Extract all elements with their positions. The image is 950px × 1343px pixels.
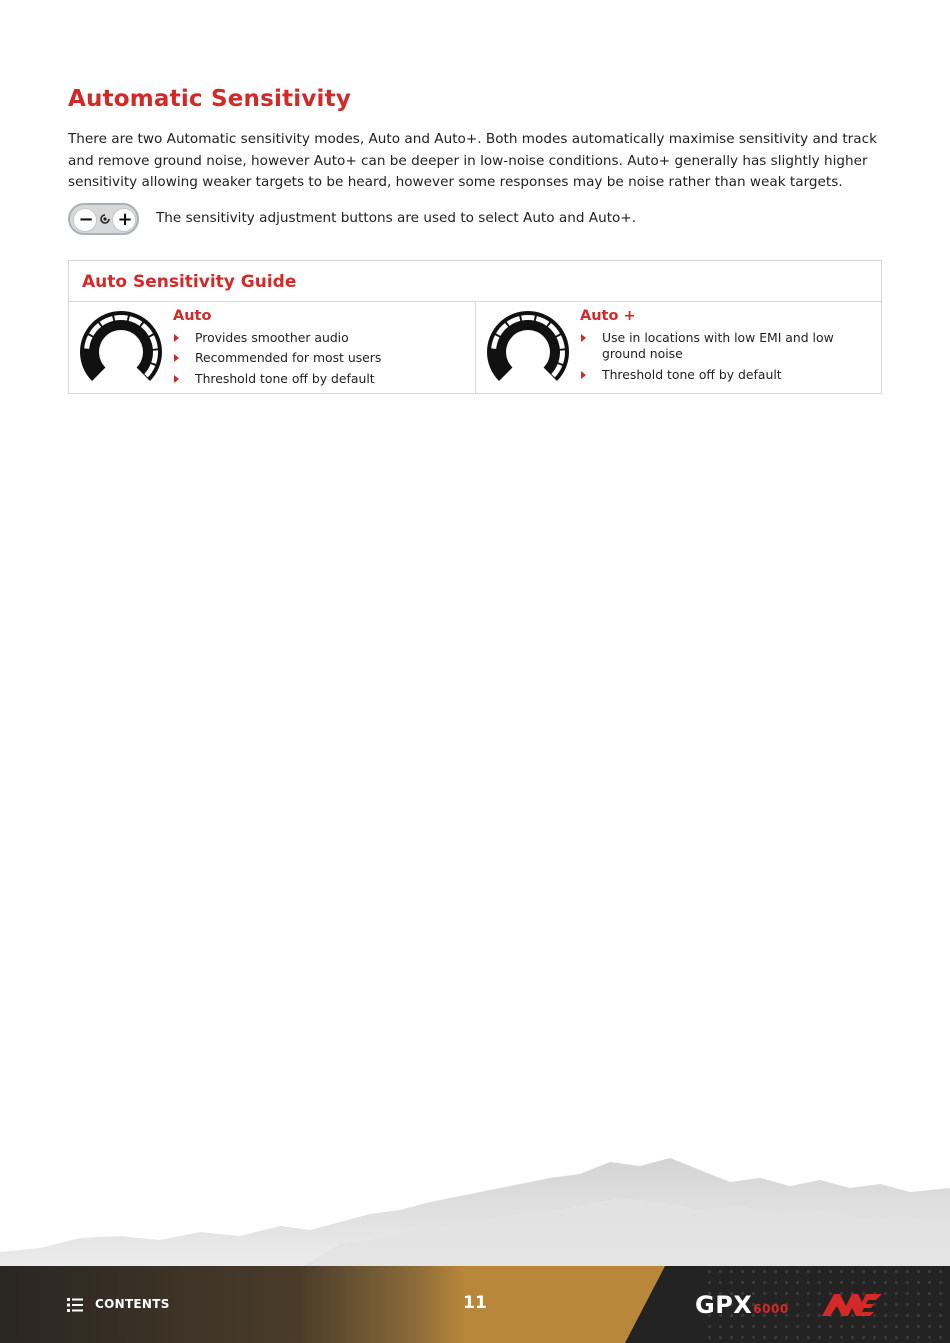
list-item: Use in locations with low EMI and low ground noise: [580, 330, 870, 363]
plus-button: [112, 208, 136, 232]
contents-label: CONTENTS: [95, 1297, 170, 1311]
list-item: Recommended for most users: [173, 350, 463, 366]
guide-header: [69, 261, 881, 302]
list-icon: [67, 1298, 83, 1312]
page-title: Automatic Sensitivity: [68, 86, 352, 112]
brand-model: 6000: [753, 1302, 789, 1316]
sensitivity-icon: [100, 214, 110, 224]
bullet-arrow-icon: [174, 375, 179, 383]
mountain-backdrop: [0, 1140, 950, 1268]
mode-bullets: [173, 330, 463, 391]
page-number: 11: [463, 1293, 487, 1313]
minus-icon: −: [78, 209, 94, 230]
mode-title: Auto: [173, 308, 212, 324]
product-brand: [695, 1291, 789, 1319]
sensitivity-buttons-row: [68, 203, 868, 235]
minus-button: [73, 208, 97, 232]
sensitivity-buttons-graphic: [68, 203, 139, 235]
mode-auto-plus: [475, 302, 881, 394]
button-note: The sensitivity adjustment buttons are used to select Auto and Auto+.: [156, 210, 637, 226]
intro-paragraph: There are two Automatic sensitivity modes, Auto and Auto+. Both modes automatically maximise sensitivity and track and remove ground noise, however Auto+ can be deeper in low-noise conditions. Auto+ generally has slightly higher sensitivity allowing weaker targets to be heard, however some responses may be noise rather than weak targets.: [68, 131, 877, 190]
gauge-icon: [77, 310, 165, 388]
page-footer: [0, 1266, 950, 1343]
mode-title: Auto +: [580, 308, 636, 324]
list-item: Threshold tone off by default: [580, 367, 870, 383]
mode-auto: [69, 302, 475, 394]
bullet-arrow-icon: [174, 354, 179, 362]
bullet-arrow-icon: [581, 334, 586, 342]
plus-icon: +: [117, 209, 133, 230]
list-item: Threshold tone off by default: [173, 371, 463, 387]
gauge-segment: [114, 315, 128, 321]
minelab-logo-icon: [822, 1294, 882, 1316]
gauge-segment: [521, 315, 535, 321]
guide-title: Auto Sensitivity Guide: [82, 272, 297, 292]
bullet-arrow-icon: [581, 371, 586, 379]
auto-sensitivity-guide: [68, 260, 882, 394]
gauge-icon: [484, 310, 572, 388]
list-item: Provides smoother audio: [173, 330, 463, 346]
mode-bullets: [580, 330, 870, 387]
bullet-arrow-icon: [174, 334, 179, 342]
brand-name: GPX: [695, 1291, 753, 1319]
